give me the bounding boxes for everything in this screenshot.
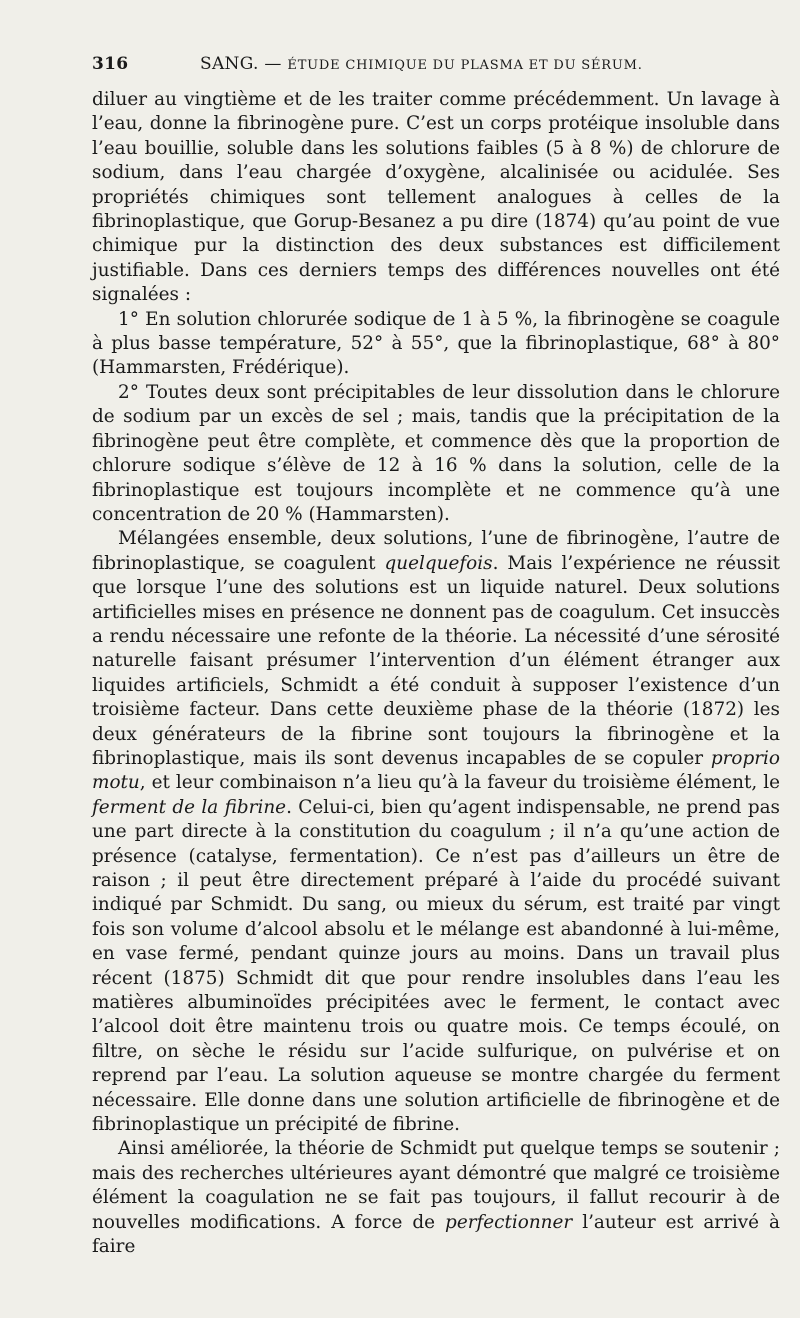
body-text [92,88,780,1260]
running-title-rest: ÉTUDE CHIMIQUE DU PLASMA ET DU SÉRUM. [287,58,643,73]
text-run: Ainsi améliorée, la théorie de Schmidt put quelque temps se soutenir ; mais des recherches ultérieures ayant démontré que malgré ce troisième élément la coagulation ne se fait pas toujours, il fallut recourir à de nouvelles modifications. A force de [92,1138,780,1233]
running-title [200,54,780,74]
italic-proprio-motu: proprio motu [92,747,780,794]
italic-ferment-de-la-fibrine: ferment de la fibrine [92,796,287,818]
paragraph-melangees [92,527,780,1137]
text-run: Mélangées ensemble, deux solutions, l’une de fibrinogène, l’autre de fibrinoplastique, se coagulent [92,528,780,574]
italic-quelquefois: quelquefois [384,552,493,574]
text-run: . Mais l’expérience ne réussit que lorsque l’une des solutions est un liquide naturel. Deux solutions artificielles mises en présence ne donnent pas de coagulum. Cet insuccès a rendu nécessaire une refonte de la théorie. La nécessité d’une sérosité naturelle faisant présumer l’intervention d’un élément étranger aux liquides artificiels, Schmidt a été conduit à supposer l’existence d’un troisième facteur. Dans cette deuxième phase de la théorie (1872) les deux générateurs de la fibrine sont toujours la fibrinogène et la fibrinoplastique, mais ils sont devenus incapables de se copuler [92,552,780,769]
text-run: l’auteur est arrivé à faire [92,1211,780,1258]
paragraph-ainsi [92,1137,780,1259]
text-run: , et leur combinaison n’a lieu qu’à la faveur du troisième élément, le [139,772,780,794]
paragraph-point-1: 1° En solution chlorurée sodique de 1 à 5 %, la fibrinogène se coagule à plus basse température, 52° à 55°, que la fibrinoplastique, 68° à 80° (Hammarsten, Frédérique). [92,308,780,379]
running-title-prefix: SANG. — [200,54,282,74]
text-run: . Celui-ci, bien qu’agent indispensable, ne prend pas une part directe à la constitution du coagulum ; il n’a qu’une action de présence (catalyse, fermentation). Ce n’est pas d’ailleurs un être de raison ; il peut être directement préparé à l’aide du procédé suivant indiqué par Schmidt. Du sang, ou mieux du sérum, est traité par vingt fois son volume d’alcool absolu et le mélange est abandonné à lui-même, en vase fermé, pendant quinze jours au moins. Dans un travail plus récent (1875) Schmidt dit que pour rendre insolubles dans l’eau les matières albuminoïdes précipitées avec le ferment, le contact avec l’alcool doit être maintenu trois ou quatre mois. Ce temps écoulé, on filtre, on sèche le résidu sur l’acide sulfurique, on pulvérise et on reprend par l’eau. La solution aqueuse se montre chargée du ferment nécessaire. Elle donne dans une solution artificielle de fibrinogène et de fibrinoplastique un précipité de fibrine. [92,796,780,1136]
italic-perfectionner: perfectionner [445,1211,573,1233]
paragraph-point-2: 2° Toutes deux sont précipitables de leur dissolution dans le chlorure de sodium par un excès de sel ; mais, tandis que la précipitation de la fibrinogène peut être complète, et commence dès que la proportion de chlorure sodique s’élève de 12 à 16 % dans la solution, celle de la fibrinoplastique est toujours incomplète et ne commence qu’à une concentration de 20 % (Hammarsten). [92,381,780,525]
page-number: 316 [92,54,129,74]
running-header [92,54,780,88]
paragraph-continued: diluer au vingtième et de les traiter comme précédemment. Un lavage à l’eau, donne la fibrinogène pure. C’est un corps protéique insoluble dans l’eau bouillie, soluble dans les solutions faibles (5 à 8 %) de chlorure de sodium, dans l’eau chargée d’oxygène, alcalinisée ou acidulée. Ses propriétés chimiques sont tellement analogues à celles de la fibrinoplastique, que Gorup-Besanez a pu dire (1874) qu’au point de vue chimique pur la distinction des deux substances est difficilement justifiable. Dans ces derniers temps des différences nouvelles ont été signalées : [92,89,780,306]
